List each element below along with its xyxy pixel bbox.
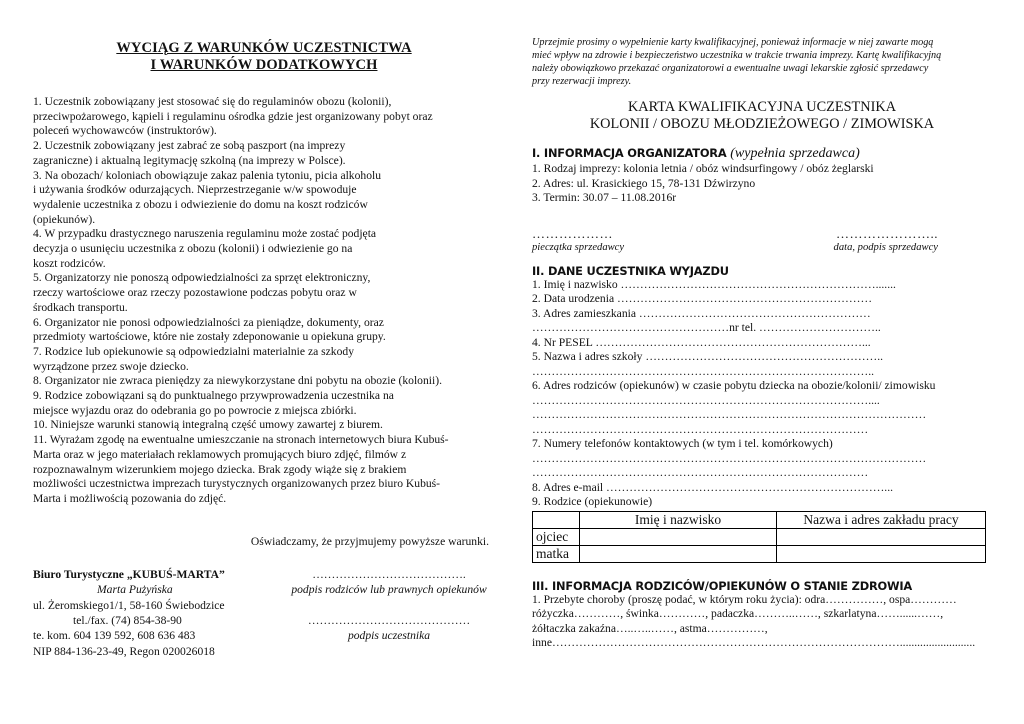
illness-field[interactable]: 1. Przebyte choroby (proszę podać, w którym roku życia): odra……………, ospa………… — [532, 592, 957, 606]
terms-line: 4. W przypadku drastycznego naruszenia regulaminu może zostać podjęta — [33, 227, 377, 241]
terms-line: możliwości uczestnictwa imprezach turystycznych organizowanych przez biuro Kubuś- — [33, 477, 441, 491]
terms-line: 3. Na obozach/ koloniach obowiązuje zakaz palenia tytoniu, picia alkoholu — [33, 168, 382, 182]
section3-body[interactable] — [532, 593, 992, 651]
terms-line: Marta oraz w jego materiałach reklamowych promujących biuro zdjęć, filmów z — [33, 447, 407, 461]
section2-title: II. DANE UCZESTNIKA WYJAZDU — [532, 263, 729, 278]
terms-line: 7. Rodzice lub opiekunowie są odpowiedzialni materialnie za szkody — [33, 344, 354, 358]
illness-field[interactable]: inne……………………………………………………………………………….......................... — [532, 636, 976, 649]
organizer-name: Biuro Turystyczne „KUBUŚ-MARTA” — [33, 567, 225, 581]
seller-date-line: ………………….. — [836, 225, 938, 241]
organizer-nip: NIP 884-136-23-49, Regon 020026018 — [33, 644, 215, 658]
birth-date-field[interactable]: 2. Data urodzenia ………………………………………………………… — [532, 292, 873, 305]
qualification-card-column — [532, 36, 992, 651]
table-header-cell: Nazwa i adres zakładu pracy — [777, 511, 986, 528]
card-title-line1: KARTA KWALIFIKACYJNA UCZESTNIKA — [627, 99, 897, 115]
terms-line: przedmioty wartościowe, które nie zostały zdeponowanie u opiekuna grupy. — [33, 330, 386, 344]
terms-line: 2. Uczestnik zobowiązany jest zabrać ze sobą paszport (na imprezy — [33, 139, 346, 153]
participant-signature-label: podpis uczestnika — [347, 629, 431, 643]
terms-line: poleceń wychowawców (instruktorów). — [33, 124, 217, 138]
seller-signature-row — [532, 226, 992, 258]
organizer-address: ul. Żeromskiego1/1, 58-160 Świebodzice — [33, 598, 225, 612]
seller-stamp[interactable] — [532, 226, 624, 253]
home-address-field[interactable]: 3. Adres zamieszkania …………………………………………………… — [532, 306, 871, 320]
table-header-row — [533, 511, 986, 528]
seller-date-label: data, podpis sprzedawcy — [833, 241, 938, 253]
terms-line: 11. Wyrażam zgodę na ewentualne umieszczanie na stronach internetowych biura Kubuś- — [33, 433, 449, 447]
parents-table — [532, 511, 986, 563]
seller-stamp-label: pieczątka sprzedawcy — [532, 241, 625, 253]
intro-note — [532, 36, 992, 88]
section1-line: 1. Rodzaj imprezy: kolonia letnia / obóz windsurfingowy / obóz żeglarski — [532, 162, 874, 175]
email-field[interactable]: 8. Adres e-mail ………………………………………………………………... — [532, 480, 893, 494]
section1-line: 2. Adres: ul. Krasickiego 15, 78-131 Dźwirzyno — [532, 176, 756, 190]
terms-line: koszt rodziców. — [33, 256, 106, 270]
terms-line: i używania środków odurzających. Nieprzestrzeganie w/w spowoduje — [33, 183, 357, 197]
contact-phones-field[interactable]: ………………………………………………………………………………………… — [532, 451, 927, 465]
terms-line: wydalenie uczestnika z obozu i odwiezienie do domu na koszt rodziców — [33, 197, 368, 211]
intro-line: przy rezerwacji imprezy. — [532, 76, 632, 87]
terms-line: 6. Organizator nie ponosi odpowiedzialności za pieniądze, dokumenty, oraz — [33, 315, 384, 329]
terms-title-line1: WYCIĄG Z WARUNKÓW UCZESTNICTWA — [116, 40, 412, 56]
terms-line: 8. Organizator nie zwraca pieniędzy za niewykorzystane dni pobytu na obozie (kolonii). — [33, 374, 442, 388]
parents-address-label: 6. Adres rodziców (opiekunów) w czasie pobytu dziecka na obozie/kolonii/ zimowisku — [532, 379, 936, 392]
table-row — [533, 528, 986, 545]
declaration: Oświadczamy, że przyjmujemy powyższe warunki. — [250, 534, 489, 548]
terms-line: 5. Organizatorzy nie ponoszą odpowiedzialności za sprzęt elektroniczny, — [33, 271, 371, 285]
section1-heading — [532, 146, 992, 162]
contact-phones-field[interactable]: …………………………………………………………………………… — [532, 466, 869, 479]
section2-body[interactable] — [532, 278, 992, 510]
card-title — [532, 99, 992, 132]
terms-line: decyzja o usunięciu uczestnika z obozu (kolonii) i odwiezienie go na — [33, 242, 353, 256]
terms-title — [33, 40, 495, 74]
terms-line: zagraniczne) i aktualną legitymację szkolną (na imprezy w Polsce). — [33, 153, 346, 167]
terms-line: 10. Niniejsze warunki stanowią integralną część umowy zawartej z biurem. — [33, 418, 383, 432]
intro-line: Uprzejmie prosimy o wypełnienie karty kwalifikacyjnej, ponieważ informacje w niej zawarte mogą — [532, 37, 934, 48]
table-row — [533, 545, 986, 562]
terms-line: środkach transportu. — [33, 300, 128, 314]
terms-title-line2: I WARUNKÓW DODATKOWYCH — [150, 57, 378, 73]
terms-list — [33, 95, 495, 507]
parents-label: 9. Rodzice (opiekunowie) — [532, 495, 653, 508]
school-field-continued[interactable]: …………………………………………………………………………….. — [532, 364, 875, 378]
terms-column — [33, 36, 495, 657]
terms-line: 1. Uczestnik zobowiązany jest stosować się do regulaminów obozu (kolonii), — [33, 95, 392, 108]
organizer-info — [33, 567, 283, 659]
illness-field[interactable]: różyczka…………, świnka…………, padaczka………..……, szkarlatyna……......……, — [532, 607, 944, 620]
terms-line: wyrządzone przez swoje dziecko. — [33, 359, 189, 373]
section3-title: III. INFORMACJA RODZICÓW/OPIEKUNÓW O STANIE ZDROWIA — [532, 578, 913, 593]
section1-note: (wypełnia sprzedawca) — [730, 146, 860, 161]
section1-line: 3. Termin: 30.07 – 11.08.2016r — [532, 191, 677, 204]
participant-signature[interactable] — [283, 613, 495, 644]
school-field[interactable]: 5. Nazwa i adres szkoły …………………………………………………….. — [532, 350, 883, 363]
terms-line: (opiekunów). — [33, 212, 96, 226]
terms-line: rzeczy wartościowe oraz rzeczy pozostawione podczas pobytu oraz w — [33, 286, 357, 300]
phone-field[interactable]: ……………………………………………nr tel. ………………………….. — [532, 321, 881, 334]
section1-body — [532, 162, 992, 206]
terms-line: rozpoznawalnym wizerunkiem mojego dziecka. Brak zgody wiąże się z brakiem — [33, 462, 407, 476]
table-cell: matka — [533, 545, 580, 562]
contact-phones-label: 7. Numery telefonów kontaktowych (w tym i tel. komórkowych) — [532, 437, 833, 450]
parent-signature-label: podpis rodziców lub prawnych opiekunów — [291, 583, 487, 597]
signature-block — [33, 567, 495, 657]
parent-signature[interactable] — [283, 567, 495, 598]
parents-address-field[interactable]: …………………………………………………………………………… — [532, 422, 869, 436]
illness-field[interactable]: żółtaczka zakaźna…..…..……, astma……………, — [532, 621, 768, 635]
table-cell: ojciec — [533, 528, 580, 545]
table-header-cell: Imię i nazwisko — [580, 511, 777, 528]
terms-line: 9. Rodzice zobowiązani są do punktualnego przywprowadzenia uczestnika na — [33, 389, 394, 403]
section1-title: I. INFORMACJA ORGANIZATORA — [532, 146, 727, 160]
table-cell[interactable] — [777, 528, 986, 545]
pesel-field[interactable]: 4. Nr PESEL ……………………………………………………………... — [532, 335, 871, 349]
organizer-person: Marta Pużyńska — [97, 583, 173, 597]
table-cell[interactable] — [580, 528, 777, 545]
intro-line: należy obowiązkowo przekazać organizatorowi a ewentualne uwagi lekarskie zgłosić sprzedawcy — [532, 63, 929, 74]
terms-line: miejsce wyjazdu oraz do odebrania go po powrocie z miejsca zbiórki. — [33, 403, 357, 417]
parents-address-field[interactable]: …………………………………………………………………………….... — [532, 393, 880, 407]
table-cell[interactable] — [580, 545, 777, 562]
table-header-cell — [533, 511, 580, 528]
participant-name-field[interactable]: 1. Imię i nazwisko …………………………………………………………....... — [532, 277, 896, 291]
parents-address-field[interactable]: ………………………………………………………………………………………… — [532, 408, 927, 421]
participant-signature-line: …………………………………… — [307, 613, 471, 627]
intro-line: mieć wpływ na zdrowie i bezpieczeństwo uczestnika w trakcie trwania imprezy. Kartę kwalifikacyjną — [532, 50, 942, 61]
seller-stamp-line: ……………… — [532, 225, 613, 241]
parent-signature-line: …………………………………. — [312, 567, 466, 581]
card-title-line2: KOLONII / OBOZU MŁODZIEŻOWEGO / ZIMOWISKA — [589, 115, 935, 132]
seller-date-signature[interactable] — [834, 226, 938, 253]
organizer-phone: tel./fax. (74) 854-38-90 — [73, 613, 182, 627]
terms-line: przeciwpożarowego, kąpieli i regulaminu ośrodka gdzie jest organizowany pobyt oraz — [33, 109, 433, 123]
organizer-mobile: te. kom. 604 139 592, 608 636 483 — [33, 629, 196, 643]
terms-line: Marta i możliwością pozowania do zdjęć. — [33, 491, 227, 505]
table-cell[interactable] — [777, 545, 986, 562]
